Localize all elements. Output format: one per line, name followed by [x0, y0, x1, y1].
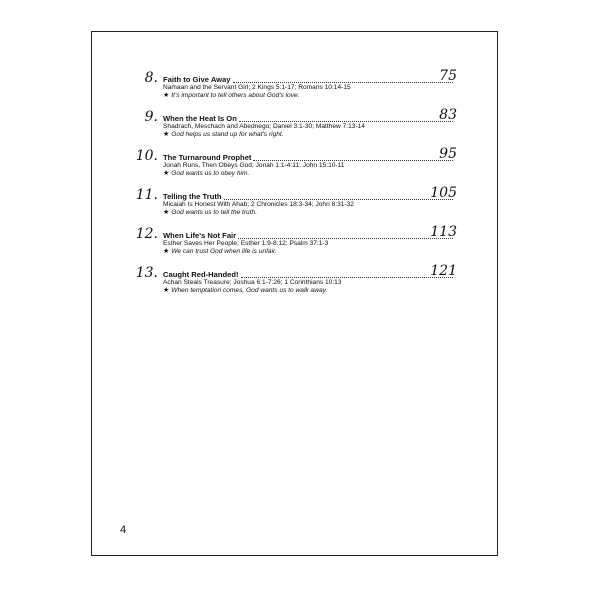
- lesson-title: When the Heat Is On: [163, 114, 237, 123]
- story-reference: Jonah Runs, Then Obeys God; Jonah 1:1-4:11; John 15:10-11: [163, 162, 345, 169]
- lesson-number: 10.: [135, 148, 158, 164]
- star-icon: ★: [163, 209, 170, 216]
- star-icon: ★: [163, 131, 170, 138]
- page-folio: 4: [120, 524, 127, 536]
- lesson-title: The Turnaround Prophet: [163, 153, 252, 162]
- lesson-point-text: It's important to tell others about God's love.: [171, 92, 300, 99]
- lesson-number: 11.: [135, 187, 158, 203]
- story-reference: Achan Steals Treasure; Joshua 6:1-7:26; 1 Corinthians 10:13: [163, 279, 342, 286]
- lesson-number: 9.: [144, 109, 158, 125]
- toc-entry: [135, 265, 455, 304]
- lesson-point-text: God wants us to obey him.: [171, 170, 250, 177]
- dot-leader: [233, 81, 453, 83]
- star-icon: ★: [163, 92, 170, 99]
- page-number: 83: [439, 107, 457, 123]
- star-icon: ★: [163, 248, 170, 255]
- lesson-point: [163, 209, 257, 217]
- lesson-number: 12.: [135, 226, 158, 242]
- lesson-title: Caught Red-Handed!: [163, 270, 239, 279]
- toc-entry: [135, 226, 455, 265]
- page-number: 105: [430, 185, 457, 201]
- lesson-title: When Life's Not Fair: [163, 231, 237, 240]
- toc-entry: [135, 109, 455, 148]
- lesson-point: [163, 248, 277, 256]
- story-reference: Shadrach, Meschach and Abednego; Daniel 3:1-30; Matthew 7:13-14: [163, 123, 365, 130]
- lesson-point: [163, 131, 284, 139]
- lesson-point-text: God wants us to tell the truth.: [171, 209, 258, 216]
- toc-entry: [135, 70, 455, 109]
- lesson-title: Faith to Give Away: [163, 75, 231, 84]
- lesson-title: Telling the Truth: [163, 192, 222, 201]
- page-number: 75: [439, 68, 457, 84]
- dot-leader: [239, 120, 453, 122]
- book-page: [91, 31, 498, 556]
- page-number: 121: [430, 263, 457, 279]
- star-icon: ★: [163, 170, 170, 177]
- story-reference: Namaan and the Servant Girl; 2 Kings 5:1-17; Romans 10:14-15: [163, 84, 351, 91]
- story-reference: Micaiah Is Honest With Ahab; 2 Chronicles 18:3-34; John 8:31-32: [163, 201, 354, 208]
- dot-leader: [253, 159, 453, 161]
- dot-leader: [224, 198, 454, 200]
- story-reference: Esther Saves Her People; Esther 1:9-8:12; Psalm 37:1-3: [163, 240, 329, 247]
- lesson-point: [163, 287, 327, 295]
- lesson-point: [163, 92, 300, 100]
- lesson-number: 13.: [135, 265, 158, 281]
- star-icon: ★: [163, 287, 170, 294]
- page-number: 95: [439, 146, 457, 162]
- dot-leader: [241, 276, 453, 278]
- toc-entry: [135, 148, 455, 187]
- table-of-contents: [135, 70, 455, 304]
- lesson-number: 8.: [144, 70, 158, 86]
- lesson-point: [163, 170, 249, 178]
- toc-entry: [135, 187, 455, 226]
- lesson-point-text: God helps us stand up for what's right.: [171, 131, 284, 138]
- page-number: 113: [430, 224, 457, 240]
- lesson-point-text: We can trust God when life is unfair.: [171, 248, 277, 255]
- dot-leader: [238, 237, 453, 239]
- lesson-point-text: When temptation comes, God wants us to walk away.: [171, 287, 328, 294]
